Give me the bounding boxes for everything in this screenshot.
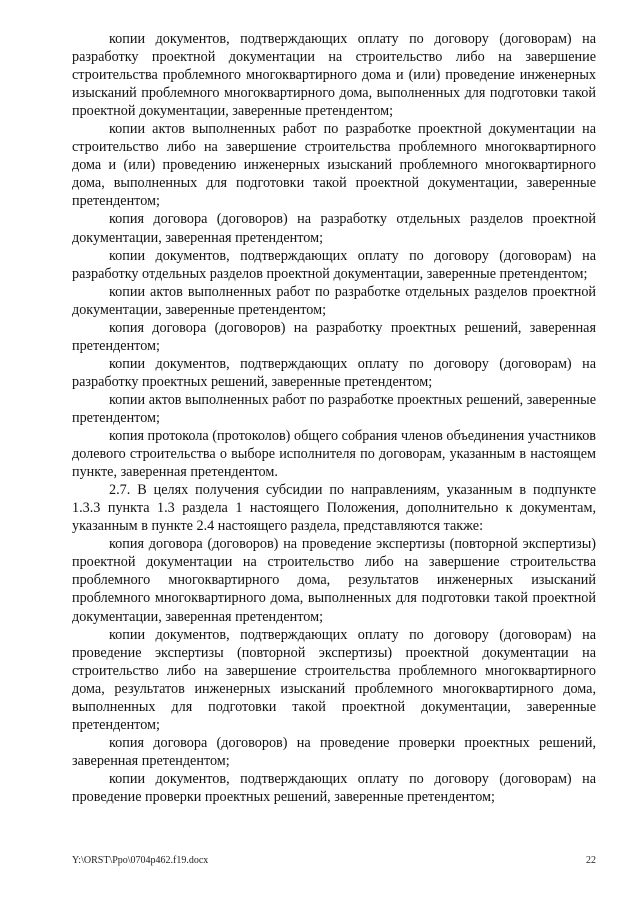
footer-file-path: Y:\ORST\Ppo\0704p462.f19.docx — [72, 855, 209, 866]
paragraph: копия договора (договоров) на проведение проверки проектных решений, заверенная претендентом; — [72, 734, 596, 769]
paragraph: копии актов выполненных работ по разработке проектных решений, заверенные претендентом; — [72, 391, 596, 426]
paragraph: копии документов, подтверждающих оплату по договору (договорам) на разработку отдельных разделов проектной документации, заверенные претендентом; — [72, 247, 596, 282]
paragraph: копии документов, подтверждающих оплату по договору (договорам) на проведение экспертизы (повторной экспертизы) проектной документации на строительство либо на завершение строительства проблемного многоквартирного дома, результатов инженерных изысканий проблемного многоквартирного дома, выполненных для подготовки такой проектной документации, заверенные претендентом; — [72, 626, 596, 733]
page-number: 22 — [586, 855, 596, 866]
paragraph: копии документов, подтверждающих оплату по договору (договорам) на разработку проектных решений, заверенные претендентом; — [72, 355, 596, 390]
paragraph: копии актов выполненных работ по разработке отдельных разделов проектной документации, заверенные претендентом; — [72, 283, 596, 318]
paragraph: копии документов, подтверждающих оплату по договору (договорам) на проведение проверки проектных решений, заверенные претендентом; — [72, 770, 596, 805]
paragraph: копия договора (договоров) на разработку проектных решений, заверенная претендентом; — [72, 319, 596, 354]
paragraph: копия договора (договоров) на разработку отдельных разделов проектной документации, заверенная претендентом; — [72, 211, 596, 246]
paragraph: копии актов выполненных работ по разработке проектной документации на строительство либо на завершение строительства проблемного многоквартирного дома и (или) проведению инженерных изысканий проблемного многоквартирного дома, выполненных для подготовки такой проектной документации, заверенные претендентом; — [72, 121, 596, 210]
paragraph: копия протокола (протоколов) общего собрания членов объединения участников долевого строительства о выборе исполнителя по договорам, указанным в настоящем пункте, заверенная претендентом. — [72, 428, 596, 481]
document-body — [72, 30, 596, 806]
paragraph: копии документов, подтверждающих оплату по договору (договорам) на разработку проектной документации на строительство либо на завершение строительства проблемного многоквартирного дома и (или) проведение инженерных изысканий проблемного многоквартирного дома, выполненных для подготовки такой проектной документации, заверенные претендентом; — [72, 31, 596, 120]
section-paragraph-2-7: 2.7. В целях получения субсидии по направлениям, указанным в подпункте 1.3.3 пункта 1.3 раздела 1 настоящего Положения, дополнительно к документам, указанным в пункте 2.4 настоящего раздела, представляются также: — [72, 482, 596, 535]
paragraph: копия договора (договоров) на проведение экспертизы (повторной экспертизы) проектной документации на строительство либо на завершение строительства проблемного многоквартирного дома, результатов инженерных изысканий проблемного многоквартирного дома, выполненных для подготовки такой проектной документации, заверенная претендентом; — [72, 536, 596, 625]
